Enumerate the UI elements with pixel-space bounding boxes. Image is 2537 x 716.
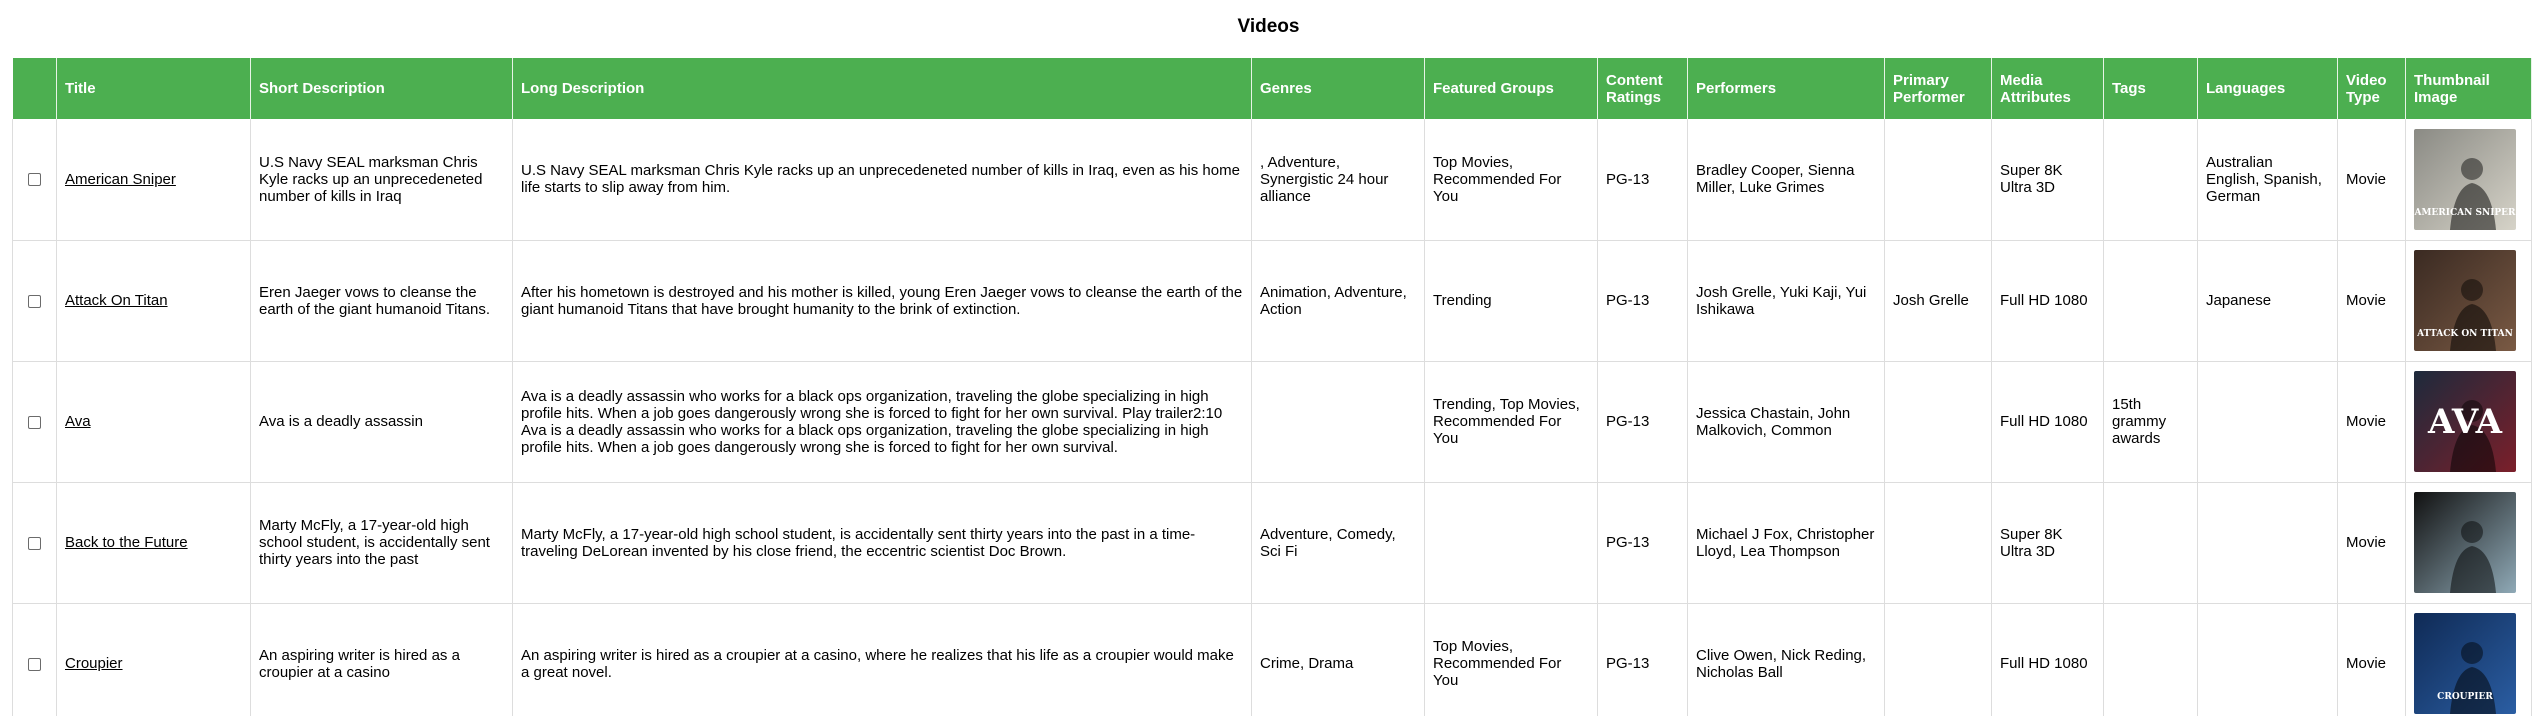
row-checkbox[interactable] <box>28 295 41 308</box>
short-description-cell: Ava is a deadly assassin <box>251 361 513 482</box>
short-description-cell: An aspiring writer is hired as a croupier at a casino <box>251 603 513 716</box>
column-header-genres[interactable]: Genres <box>1252 58 1425 119</box>
row-select-cell <box>13 119 57 240</box>
primary-performer-cell <box>1885 361 1992 482</box>
videos-table <box>12 58 2532 716</box>
video-type-cell: Movie <box>2338 603 2406 716</box>
primary-performer-cell <box>1885 482 1992 603</box>
svg-text:ATTACK ON TITAN: ATTACK ON TITAN <box>2417 329 2513 339</box>
title-cell <box>57 603 251 716</box>
row-select-cell <box>13 361 57 482</box>
video-type-cell: Movie <box>2338 119 2406 240</box>
column-header-short-description[interactable]: Short Description <box>251 58 513 119</box>
languages-cell: Australian English, Spanish, German <box>2198 119 2338 240</box>
header-row <box>13 58 2532 119</box>
languages-cell <box>2198 361 2338 482</box>
column-header-video-type[interactable]: Video Type <box>2338 58 2406 119</box>
media-attributes-cell: Super 8K Ultra 3D <box>1992 119 2104 240</box>
thumbnail-cell <box>2406 240 2532 361</box>
thumbnail-cell <box>2406 361 2532 482</box>
short-description-cell: Marty McFly, a 17-year-old high school student, is accidentally sent thirty years into the past <box>251 482 513 603</box>
column-header-media-attributes[interactable]: Media Attributes <box>1992 58 2104 119</box>
table-row[interactable] <box>13 119 2532 240</box>
long-description-cell: Marty McFly, a 17-year-old high school student, is accidentally sent thirty years into the past in a time-traveling DeLorean invented by his close friend, the eccentric scientist Doc Brown. <box>513 482 1252 603</box>
thumbnail-cell <box>2406 482 2532 603</box>
video-title-link[interactable]: Ava <box>65 413 91 430</box>
column-header-title[interactable]: Title <box>57 58 251 119</box>
video-title-link[interactable]: Attack On Titan <box>65 292 168 309</box>
media-attributes-cell: Full HD 1080 <box>1992 361 2104 482</box>
languages-cell <box>2198 603 2338 716</box>
table-body <box>13 119 2532 716</box>
media-attributes-cell: Full HD 1080 <box>1992 240 2104 361</box>
svg-text:CROUPIER: CROUPIER <box>2437 692 2493 702</box>
media-attributes-cell: Full HD 1080 <box>1992 603 2104 716</box>
thumbnail-image[interactable] <box>2414 613 2516 714</box>
short-description-cell: Eren Jaeger vows to cleanse the earth of the giant humanoid Titans. <box>251 240 513 361</box>
primary-performer-cell <box>1885 119 1992 240</box>
column-header-thumbnail-image[interactable]: Thumbnail Image <box>2406 58 2532 119</box>
svg-text:AVA: AVA <box>2427 402 2503 442</box>
row-checkbox[interactable] <box>28 416 41 429</box>
genres-cell <box>1252 361 1425 482</box>
row-checkbox[interactable] <box>28 537 41 550</box>
column-header-languages[interactable]: Languages <box>2198 58 2338 119</box>
column-header-content-ratings[interactable]: Content Ratings <box>1598 58 1688 119</box>
svg-text:AMERICAN SNIPER: AMERICAN SNIPER <box>2414 207 2516 218</box>
primary-performer-cell <box>1885 603 1992 716</box>
genres-cell: Crime, Drama <box>1252 603 1425 716</box>
performers-cell: Bradley Cooper, Sienna Miller, Luke Grimes <box>1688 119 1885 240</box>
table-row[interactable] <box>13 482 2532 603</box>
long-description-cell: U.S Navy SEAL marksman Chris Kyle racks up an unprecedeneted number of kills in Iraq, even as his home life starts to slip away from him. <box>513 119 1252 240</box>
column-header-featured-groups[interactable]: Featured Groups <box>1425 58 1598 119</box>
video-type-cell: Movie <box>2338 482 2406 603</box>
column-header-performers[interactable]: Performers <box>1688 58 1885 119</box>
thumbnail-cell <box>2406 119 2532 240</box>
table-row[interactable] <box>13 361 2532 482</box>
performers-cell: Josh Grelle, Yuki Kaji, Yui Ishikawa <box>1688 240 1885 361</box>
primary-performer-cell: Josh Grelle <box>1885 240 1992 361</box>
column-header-primary-performer[interactable]: Primary Performer <box>1885 58 1992 119</box>
short-description-cell: U.S Navy SEAL marksman Chris Kyle racks up an unprecedeneted number of kills in Iraq <box>251 119 513 240</box>
long-description-cell: Ava is a deadly assassin who works for a black ops organization, traveling the globe specializing in high profile hits. When a job goes dangerously wrong she is forced to fight for her own survival. Play trailer2:10 Ava is a deadly assassin who works for a black ops organization, traveling the globe specializing in high profile hits. When a job goes dangerously wrong she is forced to fight for her own survival. <box>513 361 1252 482</box>
featured-groups-cell: Trending <box>1425 240 1598 361</box>
select-column-header <box>13 58 57 119</box>
content-rating-cell: PG-13 <box>1598 482 1688 603</box>
row-select-cell <box>13 482 57 603</box>
thumbnail-image[interactable] <box>2414 250 2516 351</box>
media-attributes-cell: Super 8K Ultra 3D <box>1992 482 2104 603</box>
title-cell <box>57 119 251 240</box>
row-select-cell <box>13 240 57 361</box>
column-header-tags[interactable]: Tags <box>2104 58 2198 119</box>
long-description-cell: An aspiring writer is hired as a croupier at a casino, where he realizes that his life as a croupier would make a great novel. <box>513 603 1252 716</box>
tags-cell <box>2104 240 2198 361</box>
genres-cell: Animation, Adventure, Action <box>1252 240 1425 361</box>
thumbnail-image[interactable] <box>2414 129 2516 230</box>
table-row[interactable] <box>13 603 2532 716</box>
tags-cell <box>2104 603 2198 716</box>
featured-groups-cell <box>1425 482 1598 603</box>
video-type-cell: Movie <box>2338 361 2406 482</box>
content-rating-cell: PG-13 <box>1598 240 1688 361</box>
row-checkbox[interactable] <box>28 173 41 186</box>
table-row[interactable] <box>13 240 2532 361</box>
title-cell <box>57 482 251 603</box>
featured-groups-cell: Top Movies, Recommended For You <box>1425 603 1598 716</box>
genres-cell: Adventure, Comedy, Sci Fi <box>1252 482 1425 603</box>
long-description-cell: After his hometown is destroyed and his mother is killed, young Eren Jaeger vows to cleanse the earth of the giant humanoid Titans that have brought humanity to the brink of extinction. <box>513 240 1252 361</box>
performers-cell: Clive Owen, Nick Reding, Nicholas Ball <box>1688 603 1885 716</box>
performers-cell: Michael J Fox, Christopher Lloyd, Lea Thompson <box>1688 482 1885 603</box>
content-rating-cell: PG-13 <box>1598 361 1688 482</box>
languages-cell <box>2198 482 2338 603</box>
tags-cell <box>2104 119 2198 240</box>
performers-cell: Jessica Chastain, John Malkovich, Common <box>1688 361 1885 482</box>
thumbnail-image[interactable] <box>2414 371 2516 472</box>
title-cell <box>57 361 251 482</box>
video-type-cell: Movie <box>2338 240 2406 361</box>
title-cell <box>57 240 251 361</box>
tags-cell: 15th grammy awards <box>2104 361 2198 482</box>
genres-cell: , Adventure, Synergistic 24 hour alliance <box>1252 119 1425 240</box>
content-rating-cell: PG-13 <box>1598 603 1688 716</box>
column-header-long-description[interactable]: Long Description <box>513 58 1252 119</box>
tags-cell <box>2104 482 2198 603</box>
page-title: Videos <box>1237 16 1300 37</box>
video-title-link[interactable]: Croupier <box>65 655 123 672</box>
thumbnail-cell <box>2406 603 2532 716</box>
languages-cell: Japanese <box>2198 240 2338 361</box>
content-rating-cell: PG-13 <box>1598 119 1688 240</box>
featured-groups-cell: Top Movies, Recommended For You <box>1425 119 1598 240</box>
video-title-link[interactable]: American Sniper <box>65 170 176 188</box>
featured-groups-cell: Trending, Top Movies, Recommended For You <box>1425 361 1598 482</box>
thumbnail-image[interactable] <box>2414 492 2516 593</box>
video-title-link[interactable]: Back to the Future <box>65 534 188 551</box>
row-checkbox[interactable] <box>28 658 41 671</box>
row-select-cell <box>13 603 57 716</box>
